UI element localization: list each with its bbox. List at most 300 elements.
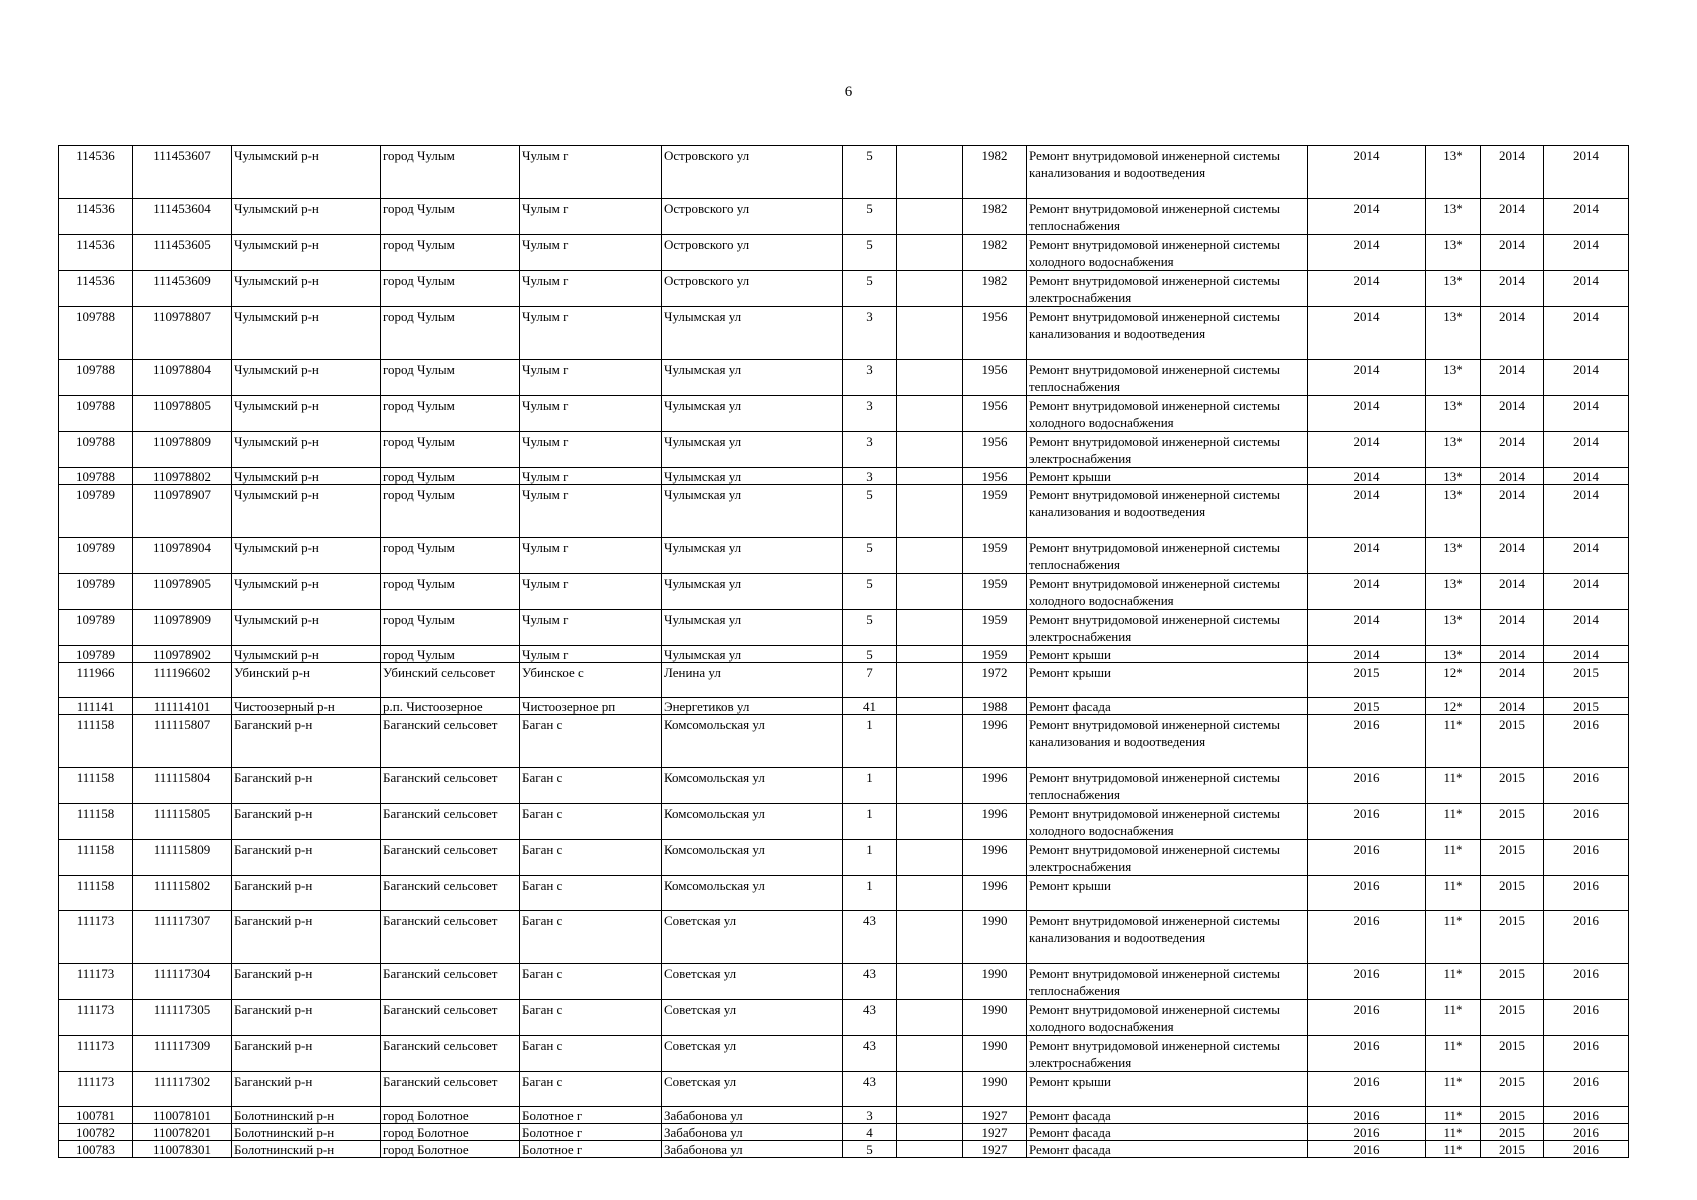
end-year-cell: 2016	[1544, 1000, 1629, 1036]
build-year-cell: 1982	[963, 199, 1027, 235]
settlement-cell: Чулым г	[520, 146, 662, 199]
period-cell: 13*	[1426, 146, 1481, 199]
municipality-cell: город Болотное	[381, 1107, 520, 1124]
start-year-cell: 2014	[1481, 146, 1544, 199]
house-id-cell: 111158	[59, 840, 133, 876]
work-type-cell: Ремонт фасада	[1027, 1107, 1308, 1124]
house-number-cell: 1	[843, 804, 897, 840]
settlement-cell: Чулым г	[520, 360, 662, 396]
settlement-cell: Чулым г	[520, 538, 662, 574]
district-cell: Баганский р-н	[232, 911, 381, 964]
settlement-cell: Чулым г	[520, 396, 662, 432]
street-cell: Чулымская ул	[662, 538, 843, 574]
work-type-cell: Ремонт внутридомовой инженерной системы теплоснабжения	[1027, 199, 1308, 235]
table-row	[59, 360, 1629, 396]
work-type-cell: Ремонт крыши	[1027, 1072, 1308, 1107]
page-number: 6	[844, 84, 853, 100]
house-number-cell: 5	[843, 271, 897, 307]
street-cell: Чулымская ул	[662, 610, 843, 646]
district-cell: Болотнинский р-н	[232, 1124, 381, 1141]
build-year-cell: 1956	[963, 396, 1027, 432]
settlement-cell: Чулым г	[520, 468, 662, 485]
building-cell	[897, 307, 963, 360]
object-code-cell: 110078301	[133, 1141, 232, 1158]
work-type-cell: Ремонт внутридомовой инженерной системы канализования и водоотведения	[1027, 485, 1308, 538]
house-id-cell: 114536	[59, 199, 133, 235]
object-code-cell: 110078101	[133, 1107, 232, 1124]
street-cell: Комсомольская ул	[662, 804, 843, 840]
object-code-cell: 111196602	[133, 663, 232, 698]
house-number-cell: 5	[843, 146, 897, 199]
municipality-cell: город Чулым	[381, 432, 520, 468]
work-type-cell: Ремонт внутридомовой инженерной системы холодного водоснабжения	[1027, 574, 1308, 610]
plan-year-cell: 2016	[1308, 1124, 1426, 1141]
period-cell: 11*	[1426, 1141, 1481, 1158]
building-cell	[897, 574, 963, 610]
table-row	[59, 1124, 1629, 1141]
end-year-cell: 2014	[1544, 432, 1629, 468]
plan-year-cell: 2014	[1308, 199, 1426, 235]
build-year-cell: 1927	[963, 1124, 1027, 1141]
district-cell: Чистоозерный р-н	[232, 698, 381, 715]
build-year-cell: 1982	[963, 271, 1027, 307]
plan-year-cell: 2016	[1308, 964, 1426, 1000]
work-type-cell: Ремонт внутридомовой инженерной системы электроснабжения	[1027, 1036, 1308, 1072]
district-cell: Чулымский р-н	[232, 146, 381, 199]
start-year-cell: 2014	[1481, 538, 1544, 574]
settlement-cell: Чулым г	[520, 485, 662, 538]
build-year-cell: 1927	[963, 1141, 1027, 1158]
period-cell: 13*	[1426, 574, 1481, 610]
street-cell: Чулымская ул	[662, 574, 843, 610]
object-code-cell: 111453605	[133, 235, 232, 271]
district-cell: Чулымский р-н	[232, 307, 381, 360]
district-cell: Болотнинский р-н	[232, 1141, 381, 1158]
work-type-cell: Ремонт внутридомовой инженерной системы электроснабжения	[1027, 271, 1308, 307]
end-year-cell: 2014	[1544, 538, 1629, 574]
settlement-cell: Баган с	[520, 768, 662, 804]
start-year-cell: 2014	[1481, 235, 1544, 271]
start-year-cell: 2014	[1481, 698, 1544, 715]
street-cell: Забабонова ул	[662, 1124, 843, 1141]
building-cell	[897, 646, 963, 663]
house-id-cell: 114536	[59, 271, 133, 307]
repair-registry-table	[58, 145, 1629, 1158]
end-year-cell: 2015	[1544, 698, 1629, 715]
end-year-cell: 2014	[1544, 307, 1629, 360]
house-number-cell: 1	[843, 840, 897, 876]
build-year-cell: 1982	[963, 235, 1027, 271]
municipality-cell: Баганский сельсовет	[381, 964, 520, 1000]
building-cell	[897, 911, 963, 964]
settlement-cell: Баган с	[520, 964, 662, 1000]
build-year-cell: 1982	[963, 146, 1027, 199]
build-year-cell: 1990	[963, 1036, 1027, 1072]
period-cell: 13*	[1426, 360, 1481, 396]
object-code-cell: 110978902	[133, 646, 232, 663]
settlement-cell: Баган с	[520, 715, 662, 768]
end-year-cell: 2016	[1544, 964, 1629, 1000]
period-cell: 12*	[1426, 663, 1481, 698]
work-type-cell: Ремонт внутридомовой инженерной системы холодного водоснабжения	[1027, 235, 1308, 271]
start-year-cell: 2015	[1481, 1000, 1544, 1036]
start-year-cell: 2015	[1481, 964, 1544, 1000]
end-year-cell: 2016	[1544, 1124, 1629, 1141]
building-cell	[897, 840, 963, 876]
district-cell: Чулымский р-н	[232, 199, 381, 235]
street-cell: Советская ул	[662, 911, 843, 964]
house-number-cell: 1	[843, 876, 897, 911]
street-cell: Советская ул	[662, 1036, 843, 1072]
plan-year-cell: 2014	[1308, 610, 1426, 646]
object-code-cell: 111115802	[133, 876, 232, 911]
build-year-cell: 1988	[963, 698, 1027, 715]
table-row	[59, 840, 1629, 876]
house-number-cell: 43	[843, 1072, 897, 1107]
house-id-cell: 100781	[59, 1107, 133, 1124]
building-cell	[897, 964, 963, 1000]
house-id-cell: 111173	[59, 911, 133, 964]
street-cell: Ленина ул	[662, 663, 843, 698]
start-year-cell: 2014	[1481, 396, 1544, 432]
table-row	[59, 715, 1629, 768]
end-year-cell: 2014	[1544, 360, 1629, 396]
plan-year-cell: 2014	[1308, 235, 1426, 271]
district-cell: Чулымский р-н	[232, 485, 381, 538]
end-year-cell: 2016	[1544, 1036, 1629, 1072]
house-number-cell: 3	[843, 396, 897, 432]
start-year-cell: 2014	[1481, 468, 1544, 485]
work-type-cell: Ремонт крыши	[1027, 646, 1308, 663]
plan-year-cell: 2014	[1308, 360, 1426, 396]
district-cell: Чулымский р-н	[232, 396, 381, 432]
street-cell: Островского ул	[662, 271, 843, 307]
district-cell: Баганский р-н	[232, 1036, 381, 1072]
start-year-cell: 2015	[1481, 1141, 1544, 1158]
plan-year-cell: 2016	[1308, 876, 1426, 911]
period-cell: 13*	[1426, 235, 1481, 271]
start-year-cell: 2015	[1481, 1124, 1544, 1141]
municipality-cell: город Чулым	[381, 307, 520, 360]
house-number-cell: 7	[843, 663, 897, 698]
object-code-cell: 111117309	[133, 1036, 232, 1072]
table-row	[59, 1141, 1629, 1158]
end-year-cell: 2015	[1544, 663, 1629, 698]
house-number-cell: 41	[843, 698, 897, 715]
house-number-cell: 3	[843, 1107, 897, 1124]
street-cell: Чулымская ул	[662, 432, 843, 468]
house-number-cell: 5	[843, 1141, 897, 1158]
plan-year-cell: 2016	[1308, 1036, 1426, 1072]
settlement-cell: Чулым г	[520, 235, 662, 271]
start-year-cell: 2015	[1481, 1072, 1544, 1107]
period-cell: 13*	[1426, 646, 1481, 663]
table-row	[59, 538, 1629, 574]
end-year-cell: 2014	[1544, 646, 1629, 663]
settlement-cell: Баган с	[520, 1000, 662, 1036]
house-id-cell: 109788	[59, 360, 133, 396]
settlement-cell: Чулым г	[520, 646, 662, 663]
table-row	[59, 663, 1629, 698]
district-cell: Убинский р-н	[232, 663, 381, 698]
plan-year-cell: 2014	[1308, 485, 1426, 538]
district-cell: Баганский р-н	[232, 840, 381, 876]
period-cell: 11*	[1426, 964, 1481, 1000]
table-row	[59, 485, 1629, 538]
municipality-cell: Баганский сельсовет	[381, 1000, 520, 1036]
plan-year-cell: 2016	[1308, 804, 1426, 840]
building-cell	[897, 271, 963, 307]
period-cell: 11*	[1426, 911, 1481, 964]
plan-year-cell: 2014	[1308, 432, 1426, 468]
building-cell	[897, 1107, 963, 1124]
street-cell: Чулымская ул	[662, 360, 843, 396]
period-cell: 11*	[1426, 876, 1481, 911]
house-id-cell: 100783	[59, 1141, 133, 1158]
building-cell	[897, 1000, 963, 1036]
building-cell	[897, 876, 963, 911]
object-code-cell: 110978802	[133, 468, 232, 485]
plan-year-cell: 2016	[1308, 1000, 1426, 1036]
house-number-cell: 5	[843, 574, 897, 610]
period-cell: 11*	[1426, 1072, 1481, 1107]
end-year-cell: 2014	[1544, 146, 1629, 199]
building-cell	[897, 768, 963, 804]
street-cell: Чулымская ул	[662, 646, 843, 663]
house-id-cell: 109789	[59, 610, 133, 646]
start-year-cell: 2014	[1481, 485, 1544, 538]
table-row	[59, 964, 1629, 1000]
house-id-cell: 109789	[59, 538, 133, 574]
work-type-cell: Ремонт внутридомовой инженерной системы холодного водоснабжения	[1027, 804, 1308, 840]
street-cell: Забабонова ул	[662, 1141, 843, 1158]
settlement-cell: Болотное г	[520, 1107, 662, 1124]
start-year-cell: 2014	[1481, 360, 1544, 396]
table-row	[59, 235, 1629, 271]
period-cell: 13*	[1426, 538, 1481, 574]
work-type-cell: Ремонт фасада	[1027, 698, 1308, 715]
work-type-cell: Ремонт крыши	[1027, 876, 1308, 911]
start-year-cell: 2014	[1481, 432, 1544, 468]
plan-year-cell: 2016	[1308, 840, 1426, 876]
period-cell: 11*	[1426, 1000, 1481, 1036]
municipality-cell: город Чулым	[381, 146, 520, 199]
building-cell	[897, 804, 963, 840]
period-cell: 12*	[1426, 698, 1481, 715]
work-type-cell: Ремонт внутридомовой инженерной системы канализования и водоотведения	[1027, 715, 1308, 768]
object-code-cell: 111117305	[133, 1000, 232, 1036]
object-code-cell: 111453607	[133, 146, 232, 199]
house-id-cell: 111158	[59, 768, 133, 804]
object-code-cell: 110978907	[133, 485, 232, 538]
building-cell	[897, 1072, 963, 1107]
settlement-cell: Баган с	[520, 1072, 662, 1107]
street-cell: Забабонова ул	[662, 1107, 843, 1124]
work-type-cell: Ремонт внутридомовой инженерной системы канализования и водоотведения	[1027, 307, 1308, 360]
plan-year-cell: 2014	[1308, 646, 1426, 663]
build-year-cell: 1996	[963, 715, 1027, 768]
build-year-cell: 1990	[963, 964, 1027, 1000]
plan-year-cell: 2014	[1308, 307, 1426, 360]
district-cell: Баганский р-н	[232, 1072, 381, 1107]
object-code-cell: 111117302	[133, 1072, 232, 1107]
work-type-cell: Ремонт внутридомовой инженерной системы теплоснабжения	[1027, 964, 1308, 1000]
building-cell	[897, 146, 963, 199]
municipality-cell: Баганский сельсовет	[381, 804, 520, 840]
start-year-cell: 2015	[1481, 840, 1544, 876]
end-year-cell: 2016	[1544, 1072, 1629, 1107]
municipality-cell: город Чулым	[381, 235, 520, 271]
municipality-cell: город Чулым	[381, 646, 520, 663]
house-number-cell: 3	[843, 432, 897, 468]
end-year-cell: 2016	[1544, 1107, 1629, 1124]
table-row	[59, 574, 1629, 610]
object-code-cell: 111114101	[133, 698, 232, 715]
building-cell	[897, 485, 963, 538]
district-cell: Баганский р-н	[232, 876, 381, 911]
table-row	[59, 698, 1629, 715]
table-row	[59, 646, 1629, 663]
end-year-cell: 2016	[1544, 715, 1629, 768]
house-number-cell: 5	[843, 610, 897, 646]
street-cell: Островского ул	[662, 235, 843, 271]
municipality-cell: город Чулым	[381, 574, 520, 610]
district-cell: Чулымский р-н	[232, 538, 381, 574]
street-cell: Островского ул	[662, 146, 843, 199]
build-year-cell: 1956	[963, 432, 1027, 468]
start-year-cell: 2015	[1481, 876, 1544, 911]
build-year-cell: 1956	[963, 360, 1027, 396]
end-year-cell: 2014	[1544, 468, 1629, 485]
settlement-cell: Чулым г	[520, 610, 662, 646]
period-cell: 11*	[1426, 715, 1481, 768]
house-id-cell: 111158	[59, 715, 133, 768]
build-year-cell: 1996	[963, 768, 1027, 804]
end-year-cell: 2014	[1544, 271, 1629, 307]
object-code-cell: 110978809	[133, 432, 232, 468]
build-year-cell: 1927	[963, 1107, 1027, 1124]
period-cell: 11*	[1426, 840, 1481, 876]
plan-year-cell: 2016	[1308, 911, 1426, 964]
district-cell: Баганский р-н	[232, 964, 381, 1000]
build-year-cell: 1972	[963, 663, 1027, 698]
work-type-cell: Ремонт внутридомовой инженерной системы канализования и водоотведения	[1027, 911, 1308, 964]
end-year-cell: 2016	[1544, 768, 1629, 804]
build-year-cell: 1959	[963, 485, 1027, 538]
table-row	[59, 1107, 1629, 1124]
district-cell: Баганский р-н	[232, 804, 381, 840]
municipality-cell: Баганский сельсовет	[381, 768, 520, 804]
house-id-cell: 111141	[59, 698, 133, 715]
end-year-cell: 2014	[1544, 485, 1629, 538]
settlement-cell: Чулым г	[520, 432, 662, 468]
table-row	[59, 468, 1629, 485]
period-cell: 11*	[1426, 804, 1481, 840]
house-number-cell: 1	[843, 768, 897, 804]
house-id-cell: 111173	[59, 1072, 133, 1107]
building-cell	[897, 1141, 963, 1158]
district-cell: Баганский р-н	[232, 715, 381, 768]
house-number-cell: 43	[843, 964, 897, 1000]
object-code-cell: 110978905	[133, 574, 232, 610]
street-cell: Энергетиков ул	[662, 698, 843, 715]
district-cell: Чулымский р-н	[232, 432, 381, 468]
object-code-cell: 111453604	[133, 199, 232, 235]
street-cell: Чулымская ул	[662, 485, 843, 538]
house-id-cell: 109788	[59, 468, 133, 485]
street-cell: Чулымская ул	[662, 396, 843, 432]
building-cell	[897, 663, 963, 698]
municipality-cell: город Чулым	[381, 485, 520, 538]
house-number-cell: 3	[843, 468, 897, 485]
street-cell: Советская ул	[662, 1000, 843, 1036]
object-code-cell: 110978807	[133, 307, 232, 360]
period-cell: 13*	[1426, 396, 1481, 432]
work-type-cell: Ремонт крыши	[1027, 663, 1308, 698]
start-year-cell: 2015	[1481, 768, 1544, 804]
table-row	[59, 610, 1629, 646]
municipality-cell: город Чулым	[381, 199, 520, 235]
district-cell: Чулымский р-н	[232, 574, 381, 610]
house-id-cell: 114536	[59, 235, 133, 271]
municipality-cell: Баганский сельсовет	[381, 876, 520, 911]
municipality-cell: Баганский сельсовет	[381, 1036, 520, 1072]
building-cell	[897, 360, 963, 396]
municipality-cell: Баганский сельсовет	[381, 1072, 520, 1107]
object-code-cell: 111117307	[133, 911, 232, 964]
build-year-cell: 1959	[963, 610, 1027, 646]
district-cell: Чулымский р-н	[232, 646, 381, 663]
plan-year-cell: 2016	[1308, 1107, 1426, 1124]
start-year-cell: 2014	[1481, 307, 1544, 360]
plan-year-cell: 2016	[1308, 715, 1426, 768]
table-row	[59, 396, 1629, 432]
street-cell: Советская ул	[662, 1072, 843, 1107]
build-year-cell: 1956	[963, 307, 1027, 360]
object-code-cell: 111453609	[133, 271, 232, 307]
end-year-cell: 2016	[1544, 804, 1629, 840]
period-cell: 13*	[1426, 199, 1481, 235]
house-number-cell: 3	[843, 307, 897, 360]
district-cell: Чулымский р-н	[232, 468, 381, 485]
building-cell	[897, 1124, 963, 1141]
table-row	[59, 307, 1629, 360]
house-id-cell: 109788	[59, 432, 133, 468]
house-id-cell: 109789	[59, 485, 133, 538]
municipality-cell: город Чулым	[381, 360, 520, 396]
building-cell	[897, 199, 963, 235]
table-row	[59, 146, 1629, 199]
build-year-cell: 1990	[963, 911, 1027, 964]
object-code-cell: 110978805	[133, 396, 232, 432]
start-year-cell: 2014	[1481, 574, 1544, 610]
work-type-cell: Ремонт внутридомовой инженерной системы теплоснабжения	[1027, 360, 1308, 396]
work-type-cell: Ремонт внутридомовой инженерной системы электроснабжения	[1027, 610, 1308, 646]
house-id-cell: 111966	[59, 663, 133, 698]
district-cell: Баганский р-н	[232, 768, 381, 804]
municipality-cell: город Чулым	[381, 271, 520, 307]
table-row	[59, 876, 1629, 911]
house-id-cell: 111158	[59, 804, 133, 840]
district-cell: Чулымский р-н	[232, 271, 381, 307]
period-cell: 13*	[1426, 468, 1481, 485]
end-year-cell: 2014	[1544, 199, 1629, 235]
house-id-cell: 109789	[59, 574, 133, 610]
end-year-cell: 2016	[1544, 1141, 1629, 1158]
district-cell: Чулымский р-н	[232, 360, 381, 396]
table-row	[59, 804, 1629, 840]
house-id-cell: 111173	[59, 1000, 133, 1036]
